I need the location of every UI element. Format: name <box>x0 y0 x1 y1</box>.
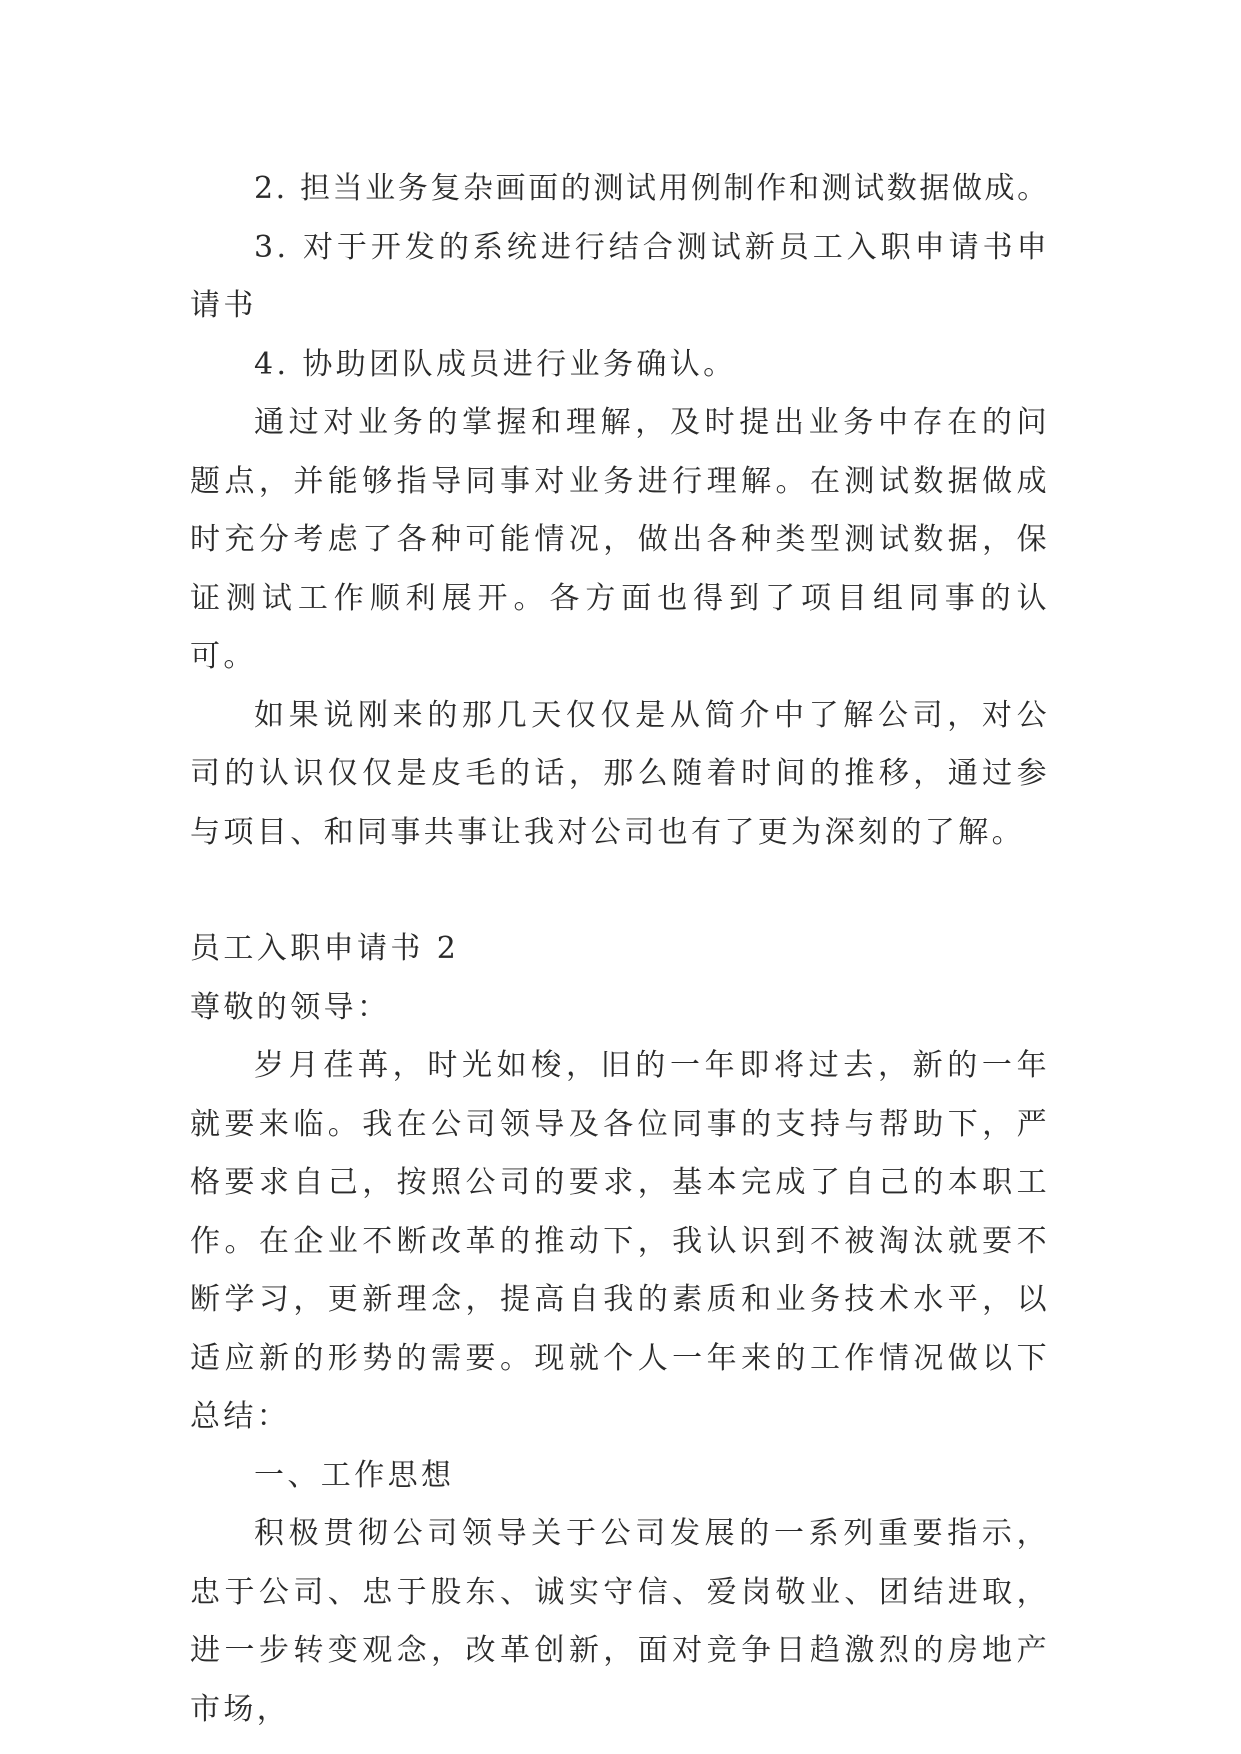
list-item-2: 2. 担当业务复杂画面的测试用例制作和测试数据做成。 <box>254 171 1050 206</box>
section-title: 员工入职申请书 2 <box>190 931 460 966</box>
paragraph: 岁月荏苒，时光如梭，旧的一年即将过去，新的一年就要来临。我在公司领导及各位同事的支持与帮助下，严格要求自己，按照公司的要求，基本完成了自己的本职工作。在企业不断改革的推动下，我认识到不被淘汰就要不断学习，更新理念，提高自我的素质和业务技术水平，以适应新的形势的需要。现就个人一年来的工作情况做以下总结： <box>190 1048 1050 1434</box>
list-item-3: 3. 对于开发的系统进行结合测试新员工入职申请书申请书 <box>190 229 1050 323</box>
salutation: 尊敬的领导： <box>190 989 391 1025</box>
paragraph: 积极贯彻公司领导关于公司发展的一系列重要指示，忠于公司、忠于股东、诚实守信、爱岗敬业、团结进取，进一步转变观念，改革创新，面对竞争日趋激烈的房地产市场， <box>190 1516 1050 1727</box>
list-item-4: 4. 协助团队成员进行业务确认。 <box>254 346 737 382</box>
document-body <box>190 160 1050 1739</box>
paragraph: 通过对业务的掌握和理解，及时提出业务中存在的问题点，并能够指导同事对业务进行理解。在测试数据做成时充分考虑了各种可能情况，做出各种类型测试数据，保证测试工作顺利展开。各方面也得到了项目组同事的认可。 <box>190 405 1050 674</box>
subheading: 一、工作思想 <box>254 1457 455 1493</box>
section-gap <box>190 862 1050 920</box>
paragraph: 如果说刚来的那几天仅仅是从简介中了解公司，对公司的认识仅仅是皮毛的话，那么随着时间的推移，通过参与项目、和同事共事让我对公司也有了更为深刻的了解。 <box>190 697 1050 850</box>
